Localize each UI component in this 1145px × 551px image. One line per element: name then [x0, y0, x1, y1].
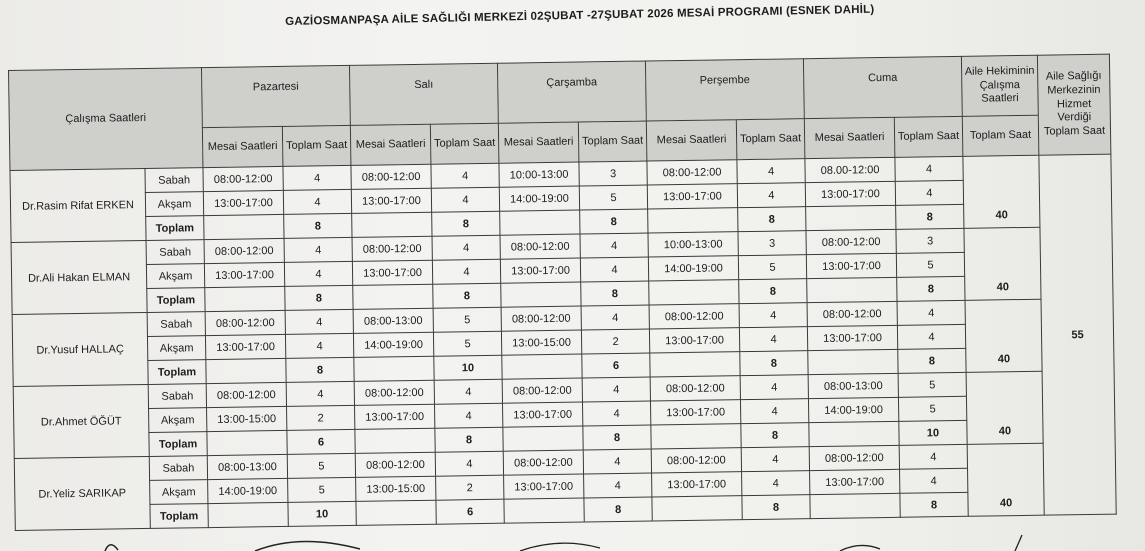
shift-total-cell: 2 [287, 405, 355, 430]
shift-label: Akşam [147, 336, 205, 361]
shift-total-cell: 4 [900, 468, 968, 493]
shift-total-cell: 8 [580, 209, 648, 234]
shift-hours-cell: 08:00-12:00 [649, 304, 739, 329]
shift-hours-cell: 13:00-15:00 [207, 406, 287, 431]
shift-total-cell: 4 [431, 187, 499, 212]
shift-hours-cell: 13:00-17:00 [650, 400, 740, 425]
shift-hours-cell [808, 349, 898, 374]
shift-hours-cell [501, 282, 581, 307]
document-title: GAZİOSMANPAŞA AİLE SAĞLIĞI MERKEZİ 02ŞUBAT -27ŞUBAT 2026 MESAİ PROGRAMI (ESNEK DAHİL) [285, 3, 875, 28]
doctor-name: Dr.Yusuf HALLAÇ [12, 312, 148, 386]
shift-hours-cell: 13:00-15:00 [501, 330, 581, 355]
shift-total-cell: 4 [737, 183, 805, 208]
schedule-sheet [8, 54, 1117, 531]
shift-total-cell: 8 [284, 213, 352, 238]
shift-total-cell: 8 [742, 495, 810, 520]
shift-hours-cell: 13:00-17:00 [504, 474, 584, 499]
shift-total-cell: 2 [436, 475, 504, 500]
shift-total-cell: 4 [581, 305, 649, 330]
schedule-table [8, 54, 1117, 531]
shift-label: Akşam [150, 480, 208, 505]
shift-hours-cell: 08:00-12:00 [651, 448, 741, 473]
header-toplam-saat: Toplam Saat [894, 116, 963, 157]
doctor-name: Dr.Ali Hakan ELMAN [11, 240, 147, 314]
shift-hours-cell [204, 214, 284, 239]
shift-label: Toplam [150, 504, 208, 529]
shift-hours-cell: 08:00-12:00 [206, 382, 286, 407]
shift-total-cell: 5 [433, 331, 501, 356]
doctor-weekly-total: 40 [964, 227, 1041, 300]
doctor-weekly-total: 40 [967, 443, 1044, 516]
header-toplam-saat: Toplam Saat [578, 121, 647, 162]
shift-hours-cell: 08:00-12:00 [807, 301, 897, 326]
shift-hours-cell: 08:00-12:00 [203, 166, 283, 191]
shift-total-cell: 8 [435, 427, 503, 452]
header-merkez-toplam: Aile Sağlığı Merkezinin Hizmet Verdiği Toplam Saat [1037, 54, 1110, 155]
shift-label: Toplam [147, 288, 205, 313]
shift-total-cell: 5 [898, 372, 966, 397]
shift-total-cell: 4 [740, 399, 808, 424]
shift-hours-cell [353, 284, 433, 309]
shift-total-cell: 3 [738, 231, 806, 256]
shift-total-cell: 8 [286, 357, 354, 382]
shift-hours-cell: 13:00-17:00 [351, 188, 431, 213]
shift-hours-cell: 13:00-17:00 [352, 260, 432, 285]
shift-label: Toplam [146, 216, 204, 241]
shift-total-cell: 4 [286, 381, 354, 406]
shift-hours-cell [354, 356, 434, 381]
header-toplam-saat: Toplam Saat [430, 123, 499, 164]
shift-hours-cell [502, 354, 582, 379]
shift-hours-cell: 08:00-12:00 [352, 236, 432, 261]
header-day-persembe: Perşembe [645, 59, 804, 121]
shift-total-cell: 8 [897, 276, 965, 301]
shift-label: Toplam [148, 360, 206, 385]
handwritten-marks [0, 531, 1145, 551]
shift-hours-cell [651, 424, 741, 449]
shift-hours-cell: 13:00-17:00 [204, 262, 284, 287]
shift-hours-cell: 10:00-13:00 [499, 162, 579, 187]
shift-hours-cell: 14:00-19:00 [499, 186, 579, 211]
shift-total-cell: 3 [896, 228, 964, 253]
shift-total-cell: 8 [581, 281, 649, 306]
shift-hours-cell [206, 358, 286, 383]
shift-hours-cell: 13:00-17:00 [649, 328, 739, 353]
shift-total-cell: 4 [895, 180, 963, 205]
shift-hours-cell: 08.00-12:00 [805, 157, 895, 182]
shift-total-cell: 4 [740, 375, 808, 400]
shift-hours-cell [809, 421, 899, 446]
shift-total-cell: 5 [579, 185, 647, 210]
shift-hours-cell: 08:00-12:00 [501, 306, 581, 331]
shift-hours-cell: 13:00-17:00 [205, 334, 285, 359]
doctor-weekly-total: 40 [965, 299, 1042, 372]
shift-total-cell: 8 [584, 497, 652, 522]
shift-total-cell: 5 [287, 453, 355, 478]
shift-total-cell: 8 [898, 348, 966, 373]
shift-hours-cell [652, 496, 742, 521]
shift-hours-cell [649, 280, 739, 305]
shift-label: Sabah [147, 312, 205, 337]
shift-total-cell: 4 [582, 401, 650, 426]
doctor-name: Dr.Yeliz SARIKAP [14, 456, 150, 530]
header-mesai-saatleri: Mesai Saatleri [804, 117, 895, 158]
shift-total-cell: 4 [283, 189, 351, 214]
shift-total-cell: 4 [899, 444, 967, 469]
shift-total-cell: 4 [285, 333, 353, 358]
header-mesai-saatleri: Mesai Saatleri [498, 122, 579, 163]
shift-hours-cell [504, 498, 584, 523]
shift-total-cell: 4 [283, 165, 351, 190]
shift-hours-cell [352, 212, 432, 237]
shift-total-cell: 4 [432, 259, 500, 284]
schedule-body [10, 154, 1116, 530]
shift-total-cell: 8 [896, 204, 964, 229]
shift-label: Sabah [149, 456, 207, 481]
shift-total-cell: 5 [896, 252, 964, 277]
shift-hours-cell: 08:00-13:00 [353, 308, 433, 333]
doctor-name: Dr.Rasim Rifat ERKEN [10, 168, 146, 242]
shift-total-cell: 8 [900, 492, 968, 517]
shift-hours-cell: 08:00-12:00 [806, 229, 896, 254]
shift-total-cell: 8 [433, 283, 501, 308]
shift-total-cell: 10 [288, 501, 356, 526]
shift-hours-cell [648, 208, 738, 233]
shift-hours-cell [503, 426, 583, 451]
header-day-sali: Salı [349, 63, 498, 125]
shift-hours-cell: 13:00-17:00 [810, 469, 900, 494]
doctor-weekly-total: 40 [966, 371, 1043, 444]
shift-hours-cell: 10:00-13:00 [648, 232, 738, 257]
shift-hours-cell [208, 502, 288, 527]
shift-total-cell: 2 [581, 329, 649, 354]
shift-hours-cell: 13:00-17:00 [805, 181, 895, 206]
shift-total-cell: 8 [740, 351, 808, 376]
shift-hours-cell [650, 352, 740, 377]
shift-hours-cell: 08:00-12:00 [502, 378, 582, 403]
shift-hours-cell: 08:00-12:00 [809, 445, 899, 470]
header-calisma-saatleri: Çalışma Saatleri [9, 68, 203, 171]
shift-hours-cell [500, 210, 580, 235]
shift-total-cell: 4 [580, 233, 648, 258]
shift-hours-cell: 08:00-12:00 [205, 310, 285, 335]
shift-total-cell: 8 [285, 285, 353, 310]
shift-hours-cell [810, 493, 900, 518]
shift-total-cell: 4 [432, 235, 500, 260]
shift-label: Sabah [145, 168, 203, 193]
doctor-weekly-total: 40 [963, 155, 1040, 228]
shift-total-cell: 4 [739, 303, 807, 328]
shift-label: Toplam [149, 432, 207, 457]
shift-total-cell: 6 [582, 353, 650, 378]
shift-hours-cell [207, 430, 287, 455]
shift-total-cell: 5 [738, 255, 806, 280]
header-aile-toplam-saat: Toplam Saat [962, 115, 1039, 156]
header-toplam-saat: Toplam Saat [282, 125, 351, 166]
shift-hours-cell: 13:00-17:00 [500, 258, 580, 283]
shift-total-cell: 8 [741, 423, 809, 448]
shift-total-cell: 3 [579, 161, 647, 186]
shift-hours-cell: 14:00-19:00 [353, 332, 433, 357]
shift-total-cell: 5 [433, 307, 501, 332]
shift-total-cell: 4 [897, 324, 965, 349]
center-total-hours: 55 [1039, 154, 1116, 515]
shift-hours-cell: 13:00-17:00 [203, 190, 283, 215]
shift-hours-cell: 13:00-17:00 [807, 325, 897, 350]
shift-hours-cell: 14:00-19:00 [808, 397, 898, 422]
shift-hours-cell: 08:00-12:00 [354, 380, 434, 405]
shift-total-cell: 4 [895, 156, 963, 181]
header-mesai-saatleri: Mesai Saatleri [202, 126, 283, 167]
shift-label: Akşam [149, 408, 207, 433]
shift-total-cell: 4 [431, 163, 499, 188]
shift-hours-cell [807, 277, 897, 302]
header-day-pazartesi: Pazartesi [201, 65, 350, 127]
doctor-name: Dr.Ahmet ÖĞÜT [13, 384, 149, 458]
shift-total-cell: 5 [288, 477, 356, 502]
shift-total-cell: 8 [432, 211, 500, 236]
shift-total-cell: 4 [285, 309, 353, 334]
shift-total-cell: 4 [742, 471, 810, 496]
header-day-carsamba: Çarşamba [497, 61, 646, 123]
shift-hours-cell: 13:00-17:00 [355, 404, 435, 429]
shift-total-cell: 8 [739, 279, 807, 304]
header-toplam-saat: Toplam Saat [736, 119, 805, 160]
shift-total-cell: 5 [898, 396, 966, 421]
shift-hours-cell: 13:00-17:00 [652, 472, 742, 497]
shift-hours-cell: 08:00-12:00 [204, 238, 284, 263]
shift-hours-cell: 13:00-17:00 [806, 253, 896, 278]
shift-total-cell: 4 [737, 159, 805, 184]
shift-total-cell: 4 [584, 473, 652, 498]
shift-hours-cell [205, 286, 285, 311]
shift-hours-cell: 08:00-12:00 [500, 234, 580, 259]
shift-total-cell: 10 [434, 355, 502, 380]
shift-hours-cell: 08:00-12:00 [503, 450, 583, 475]
shift-total-cell: 4 [435, 451, 503, 476]
shift-hours-cell: 08:00-12:00 [650, 376, 740, 401]
header-day-cuma: Cuma [803, 56, 962, 118]
header-mesai-saatleri: Mesai Saatleri [350, 124, 431, 165]
shift-label: Akşam [146, 264, 204, 289]
shift-label: Sabah [148, 384, 206, 409]
shift-hours-cell [806, 205, 896, 230]
shift-total-cell: 8 [583, 425, 651, 450]
shift-hours-cell: 13:00-17:00 [647, 184, 737, 209]
shift-label: Sabah [146, 240, 204, 265]
shift-total-cell: 10 [899, 420, 967, 445]
shift-total-cell: 4 [580, 257, 648, 282]
shift-total-cell: 4 [897, 300, 965, 325]
header-mesai-saatleri: Mesai Saatleri [646, 120, 737, 161]
shift-total-cell: 4 [284, 237, 352, 262]
shift-hours-cell [356, 500, 436, 525]
shift-hours-cell: 08:00-13:00 [207, 454, 287, 479]
header-aile-hekiminin: Aile Hekiminin Çalışma Saatleri [961, 55, 1038, 116]
shift-total-cell: 8 [738, 207, 806, 232]
shift-hours-cell: 13:00-15:00 [356, 476, 436, 501]
shift-total-cell: 6 [287, 429, 355, 454]
shift-total-cell: 4 [739, 327, 807, 352]
shift-total-cell: 4 [583, 449, 651, 474]
shift-total-cell: 4 [741, 447, 809, 472]
shift-total-cell: 4 [284, 261, 352, 286]
shift-label: Akşam [145, 192, 203, 217]
shift-hours-cell: 14:00-19:00 [648, 256, 738, 281]
shift-hours-cell: 13:00-17:00 [502, 402, 582, 427]
shift-total-cell: 4 [435, 403, 503, 428]
shift-hours-cell [355, 428, 435, 453]
shift-hours-cell: 08:00-12:00 [355, 452, 435, 477]
shift-total-cell: 4 [582, 377, 650, 402]
shift-total-cell: 6 [436, 499, 504, 524]
shift-hours-cell: 08:00-12:00 [351, 164, 431, 189]
shift-hours-cell: 08:00-12:00 [647, 160, 737, 185]
shift-total-cell: 4 [434, 379, 502, 404]
shift-hours-cell: 14:00-19:00 [208, 478, 288, 503]
shift-hours-cell: 08:00-13:00 [808, 373, 898, 398]
